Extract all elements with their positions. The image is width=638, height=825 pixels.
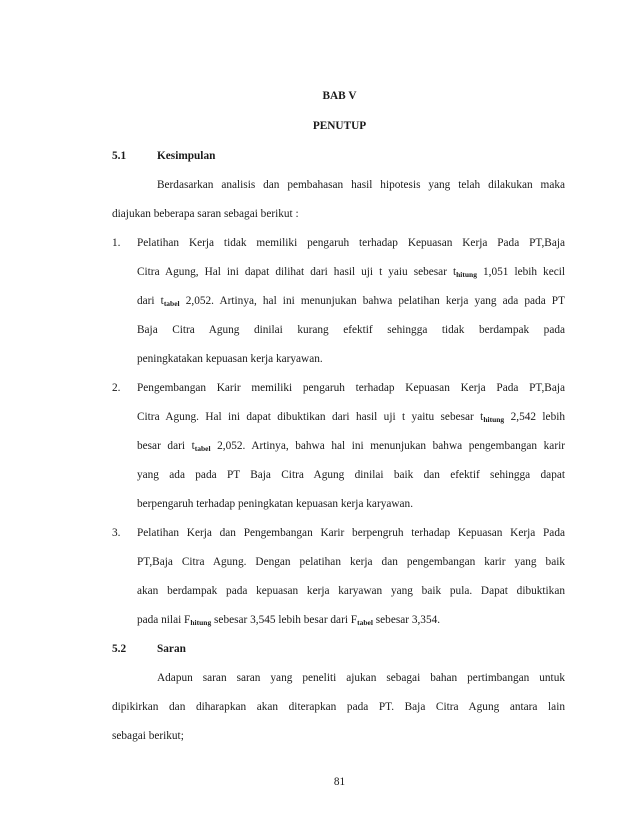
list-line: Pelatihan Kerja dan Pengembangan Karir berpengruh terhadap Kepuasan Kerja Pada [137, 527, 565, 539]
list-line: besar dari ttabel 2,052. Artinya, bahwa hal ini menunjukan bahwa pengembangan karir [137, 440, 565, 453]
paragraph-line: sebagai berikut; [112, 730, 184, 742]
list-number: 1. [112, 237, 121, 249]
page-number: 81 [333, 776, 346, 788]
list-line: yang ada pada PT Baja Citra Agung dinilai baik dan efektif sehingga dapat [137, 469, 565, 481]
list-line: akan berdampak pada kepuasan kerja karyawan yang baik pula. Dapat dibuktikan [137, 585, 565, 597]
list-number: 2. [112, 382, 121, 394]
list-line: pada nilai Fhitung sebesar 3,545 lebih besar dari Ftabel sebesar 3,354. [137, 614, 441, 627]
paragraph-line: Berdasarkan analisis dan pembahasan hasil hipotesis yang telah dilakukan maka [157, 179, 565, 191]
section-number: 5.1 [112, 150, 127, 162]
list-line: PT,Baja Citra Agung. Dengan pelatihan kerja dan pengembangan karir yang baik [137, 556, 565, 568]
paragraph-line: Adapun saran saran yang peneliti ajukan sebagai bahan pertimbangan untuk [157, 672, 565, 684]
list-number: 3. [112, 527, 121, 539]
list-line: peningkatakan kepuasan kerja karyawan. [137, 353, 323, 365]
chapter-title: PENUTUP [312, 120, 367, 132]
section-heading: Saran [157, 643, 186, 655]
paragraph-line: diajukan beberapa saran sebagai berikut : [112, 208, 299, 220]
chapter-label: BAB V [322, 90, 357, 102]
paragraph-line: dipikirkan dan diharapkan akan diterapkan pada PT. Baja Citra Agung antara lain [112, 701, 565, 713]
list-line: Pengembangan Karir memiliki pengaruh terhadap Kepuasan Kerja Pada PT,Baja [137, 382, 565, 394]
list-line: Citra Agung. Hal ini dapat dibuktikan dari hasil uji t yaitu sebesar thitung 2,542 lebih [137, 411, 565, 424]
list-line: Baja Citra Agung dinilai kurang efektif sehingga tidak berdampak pada [137, 324, 565, 336]
list-line: Pelatihan Kerja tidak memiliki pengaruh terhadap Kepuasan Kerja Pada PT,Baja [137, 237, 565, 249]
list-line: berpengaruh terhadap peningkatan kepuasan kerja karyawan. [137, 498, 414, 510]
section-heading: Kesimpulan [157, 150, 216, 162]
list-line: dari ttabel 2,052. Artinya, hal ini menunjukan bahwa pelatihan kerja yang ada pada PT [137, 295, 565, 308]
section-number: 5.2 [112, 643, 127, 655]
list-line: Citra Agung, Hal ini dapat dilihat dari hasil uji t yaiu sebesar thitung 1,051 lebih kecil [137, 266, 565, 279]
